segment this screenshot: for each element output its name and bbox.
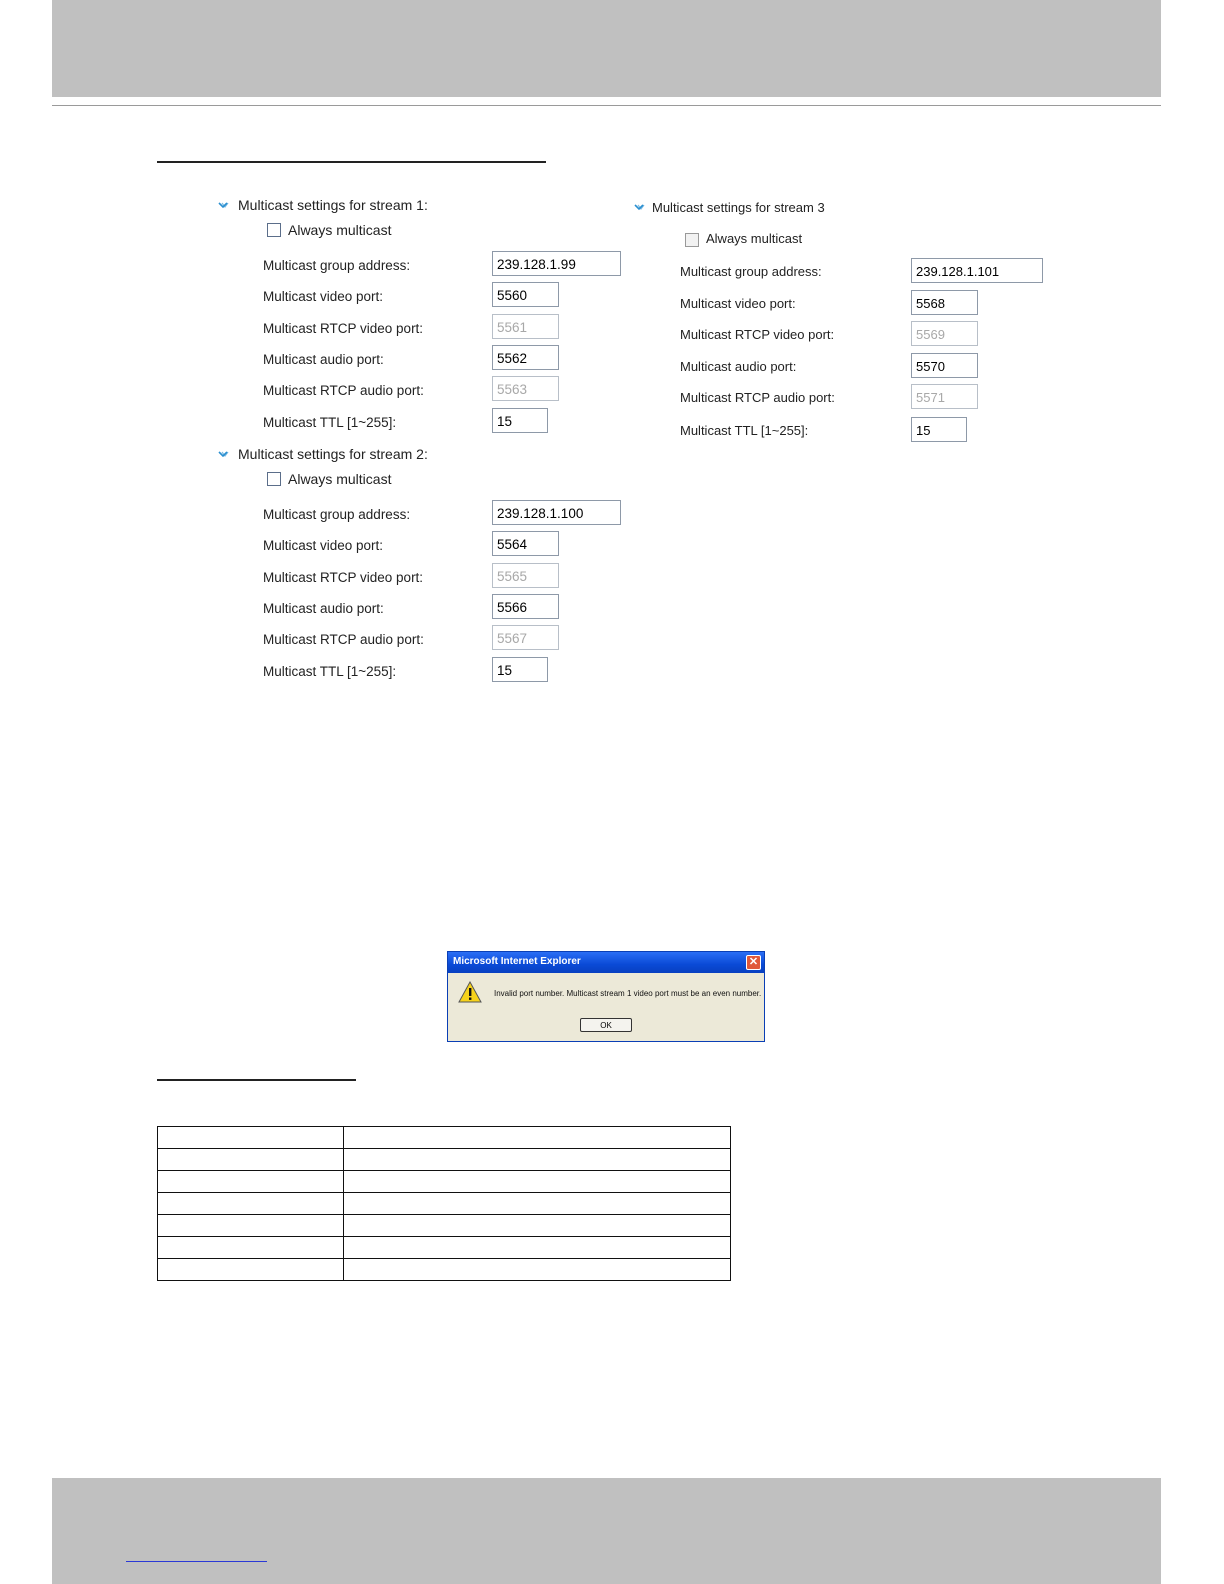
stream-1-group-address-label: Multicast group address: xyxy=(263,258,411,273)
always-multicast-label-stream-1: Always multicast xyxy=(288,222,392,238)
table-row xyxy=(158,1127,731,1149)
table-cell xyxy=(344,1237,731,1259)
always-multicast-checkbox-stream-3[interactable] xyxy=(685,233,699,247)
stream-1-ttl-input[interactable]: 15 xyxy=(492,408,548,433)
stream-2-audio-port-input[interactable]: 5566 xyxy=(492,594,559,619)
stream-3-audio-port-label: Multicast audio port: xyxy=(680,359,797,374)
table-row xyxy=(158,1171,731,1193)
table-row xyxy=(158,1259,731,1281)
dialog-message: Invalid port number. Multicast stream 1 video port must be an even number. xyxy=(494,989,762,998)
stream-3-group-address-input[interactable]: 239.128.1.101 xyxy=(911,258,1043,283)
always-multicast-label-stream-2: Always multicast xyxy=(288,471,392,487)
stream-1-rtcp-video-port-input: 5561 xyxy=(492,314,559,339)
stream-3-rtcp-video-port-input: 5569 xyxy=(911,321,978,346)
table-cell xyxy=(158,1193,344,1215)
ok-button[interactable]: OK xyxy=(580,1018,632,1032)
table-cell xyxy=(158,1171,344,1193)
warning-icon xyxy=(458,981,482,1003)
footer-link-underline[interactable] xyxy=(126,1561,267,1562)
stream-1-group-address-input[interactable]: 239.128.1.99 xyxy=(492,251,621,276)
stream-2-group-address-label: Multicast group address: xyxy=(263,507,411,522)
table-cell xyxy=(158,1215,344,1237)
header-band xyxy=(52,0,1161,97)
stream-3-rtcp-audio-port-label: Multicast RTCP audio port: xyxy=(680,390,835,405)
stream-1-ttl-label: Multicast TTL [1~255]: xyxy=(263,415,397,430)
section-heading-underline xyxy=(157,161,546,163)
alert-dialog xyxy=(447,951,765,1042)
stream-3-ttl-label: Multicast TTL [1~255]: xyxy=(680,423,809,438)
dialog-title-bar[interactable] xyxy=(448,952,764,973)
stream-2-ttl-input[interactable]: 15 xyxy=(492,657,548,682)
always-multicast-checkbox-stream-2[interactable] xyxy=(267,472,281,486)
table-cell xyxy=(158,1127,344,1149)
header-divider xyxy=(52,105,1161,106)
stream-2-group-address-input[interactable]: 239.128.1.100 xyxy=(492,500,621,525)
stream-2-audio-port-label: Multicast audio port: xyxy=(263,601,384,616)
table-cell xyxy=(344,1127,731,1149)
footer-band xyxy=(52,1478,1161,1584)
table-cell xyxy=(158,1149,344,1171)
stream-1-video-port-label: Multicast video port: xyxy=(263,289,384,304)
table-cell xyxy=(344,1215,731,1237)
stream-3-title: Multicast settings for stream 3 xyxy=(652,200,825,215)
stream-1-audio-port-input[interactable]: 5562 xyxy=(492,345,559,370)
expand-chevron-icon[interactable] xyxy=(218,450,232,460)
table-row xyxy=(158,1193,731,1215)
stream-1-rtcp-audio-port-label: Multicast RTCP audio port: xyxy=(263,383,424,398)
always-multicast-checkbox-stream-1[interactable] xyxy=(267,223,281,237)
stream-1-audio-port-label: Multicast audio port: xyxy=(263,352,384,367)
table-cell xyxy=(344,1149,731,1171)
stream-2-video-port-label: Multicast video port: xyxy=(263,538,384,553)
stream-3-video-port-label: Multicast video port: xyxy=(680,296,796,311)
close-icon[interactable]: ✕ xyxy=(746,955,761,970)
stream-2-rtcp-audio-port-label: Multicast RTCP audio port: xyxy=(263,632,424,647)
stream-1-rtcp-video-port-label: Multicast RTCP video port: xyxy=(263,321,424,336)
table-cell xyxy=(344,1259,731,1281)
stream-2-rtcp-video-port-input: 5565 xyxy=(492,563,559,588)
stream-2-ttl-label: Multicast TTL [1~255]: xyxy=(263,664,397,679)
stream-3-audio-port-input[interactable]: 5570 xyxy=(911,353,978,378)
expand-chevron-icon[interactable] xyxy=(218,201,232,211)
stream-2-rtcp-video-port-label: Multicast RTCP video port: xyxy=(263,570,424,585)
expand-chevron-icon[interactable] xyxy=(634,203,648,213)
table-cell xyxy=(344,1171,731,1193)
always-multicast-label-stream-3: Always multicast xyxy=(706,231,803,246)
table-row xyxy=(158,1237,731,1259)
stream-3-rtcp-video-port-label: Multicast RTCP video port: xyxy=(680,327,835,342)
blank-table xyxy=(157,1126,731,1281)
subsection-heading-underline xyxy=(157,1079,356,1081)
stream-3-rtcp-audio-port-input: 5571 xyxy=(911,384,978,409)
table-row xyxy=(158,1149,731,1171)
stream-1-video-port-input[interactable]: 5560 xyxy=(492,282,559,307)
table-cell xyxy=(158,1259,344,1281)
table-row xyxy=(158,1215,731,1237)
table-cell xyxy=(344,1193,731,1215)
stream-1-title: Multicast settings for stream 1: xyxy=(238,197,428,213)
stream-2-video-port-input[interactable]: 5564 xyxy=(492,531,559,556)
stream-2-rtcp-audio-port-input: 5567 xyxy=(492,625,559,650)
stream-3-ttl-input[interactable]: 15 xyxy=(911,417,967,442)
stream-3-group-address-label: Multicast group address: xyxy=(680,264,822,279)
stream-1-rtcp-audio-port-input: 5563 xyxy=(492,376,559,401)
stream-2-title: Multicast settings for stream 2: xyxy=(238,446,428,462)
dialog-title: Microsoft Internet Explorer xyxy=(453,956,581,967)
table-cell xyxy=(158,1237,344,1259)
stream-3-video-port-input[interactable]: 5568 xyxy=(911,290,978,315)
